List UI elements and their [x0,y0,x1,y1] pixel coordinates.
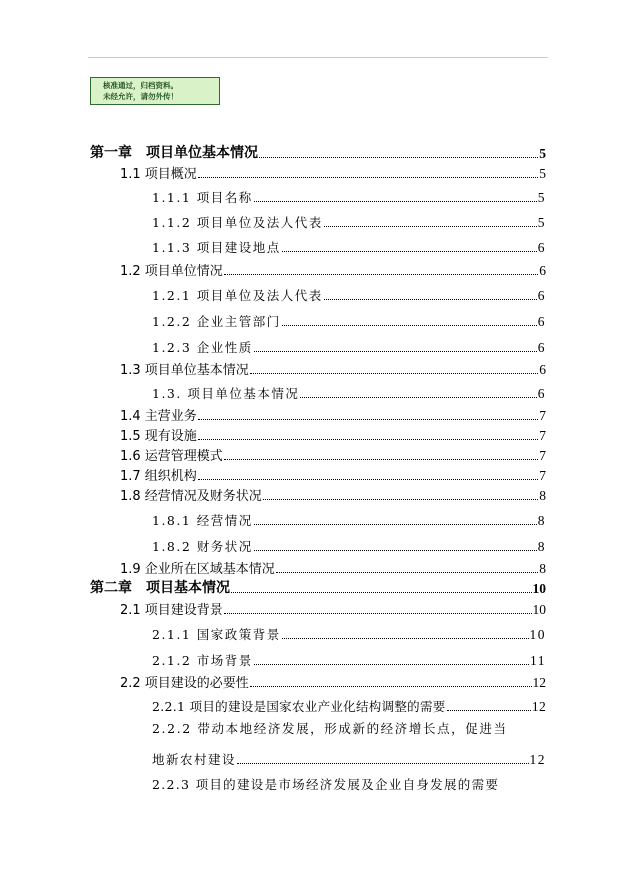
toc-page: 6 [537,240,546,255]
dot-leader [237,762,528,764]
dot-leader [224,273,538,275]
toc-entry-1-3-x[interactable] [152,382,546,402]
toc-entry-1-2-3[interactable] [152,336,546,356]
dot-leader [254,523,537,525]
toc-label: 1.7 组织机构 [120,469,197,484]
toc-page: 11 [530,653,546,668]
dot-leader [198,418,538,420]
toc-label: 1.8.2 财务状况 [152,539,253,554]
toc-label: 1.2.1 项目单位及法人代表 [152,288,323,303]
toc-page: 5 [537,215,546,230]
header-rule [88,57,548,58]
toc-entry-1-2-1[interactable] [152,284,546,304]
toc-label: 1.6 运营管理模式 [120,449,223,464]
toc-label: 第一章 项目单位基本情况 [90,145,258,161]
toc-page: 8 [539,488,546,503]
toc-page: 8 [537,513,546,528]
toc-label: 2.1.1 国家政策背景 [152,627,281,642]
toc-page: 8 [537,539,546,554]
toc-label: 1.2.2 企业主管部门 [152,314,281,329]
toc-page: 7 [539,448,546,463]
toc-entry-2-1[interactable] [120,598,546,618]
dot-leader [231,591,532,593]
dot-leader [198,176,538,178]
dot-leader [198,438,538,440]
toc-entry-1-1-2[interactable] [152,211,546,231]
dot-leader [254,350,537,352]
toc-entry-1-1[interactable] [120,162,546,182]
toc-label: 1.8.1 经营情况 [152,513,253,528]
toc-page: 6 [537,340,546,355]
toc-page: 6 [537,386,546,401]
stamp-line-1: 核准通过，归档资料。 [103,81,178,90]
dot-leader [254,200,537,202]
toc-label: 1.5 现有设施 [120,429,197,444]
toc-label: 1.4 主营业务 [120,409,197,424]
toc-entry-1-8[interactable] [120,484,546,504]
toc-page: 10 [529,627,546,642]
toc-entry-1-8-1[interactable] [152,509,546,529]
toc-label: 1.1.2 项目单位及法人代表 [152,215,323,230]
dot-leader [254,549,537,551]
toc-label: 1.2.3 企业性质 [152,340,253,355]
toc-entry-2-1-1[interactable] [152,623,546,643]
toc-entry-1-1-3[interactable] [152,236,546,256]
toc-label: 1.1.1 项目名称 [152,190,253,205]
toc-entry-2-2-2-line2[interactable] [152,748,546,768]
toc-entry-1-6[interactable] [120,444,546,464]
toc-page: 12 [531,699,546,714]
dot-leader [300,396,536,398]
dot-leader [324,225,537,227]
toc-entry-2-2-2-line1[interactable]: 2.2.2 带动本地经济发展，形成新的经济增长点，促进当 [152,721,508,736]
toc-page: 12 [529,752,546,767]
toc-label: 1.9 企业所在区域基本情况 [120,562,275,577]
dot-leader [254,663,529,665]
toc-entry-1-5[interactable] [120,424,546,444]
toc-label: 1.8 经营情况及财务状况 [120,489,262,504]
toc-entry-1-4[interactable] [120,404,546,424]
toc-page: 6 [537,288,546,303]
dot-leader [282,250,537,252]
toc-entry-1-9[interactable] [120,557,546,577]
toc-page: 12 [532,675,546,690]
toc-page: 10 [532,602,546,617]
approval-stamp [90,77,220,105]
toc-entry-chapter-2[interactable] [90,577,546,597]
toc-entry-1-2-2[interactable] [152,310,546,330]
toc-page: 5 [537,190,546,205]
toc-label: 1.1.3 项目建设地点 [152,240,281,255]
dot-leader [282,324,537,326]
toc-page: 8 [539,561,546,576]
toc-entry-1-8-2[interactable] [152,535,546,555]
toc-label: 第二章 项目基本情况 [90,580,230,596]
toc-page: 5 [539,166,546,181]
toc-label: 2.1.2 市场背景 [152,653,253,668]
dot-leader [250,685,532,687]
toc-entry-2-2-1[interactable] [152,695,546,715]
dot-leader [250,372,538,374]
toc-entry-1-2[interactable] [120,259,546,279]
dot-leader [276,571,538,573]
toc-label: 1.1 项目概况 [120,167,197,182]
dot-leader [282,637,529,639]
stamp-line-2: 未经允许，请勿外传！ [103,92,178,101]
toc-page: 6 [539,263,546,278]
toc-label: 2.1 项目建设背景 [120,603,223,618]
toc-label: 1.3. 项目单位基本情况 [152,386,300,401]
toc-page: 7 [539,428,546,443]
dot-leader [324,298,537,300]
toc-page: 6 [539,362,546,377]
toc-entry-2-1-2[interactable] [152,649,546,669]
toc-label: 地新农村建设 [152,752,237,767]
dot-leader [224,458,538,460]
dot-leader [263,498,538,500]
toc-entry-2-2-3[interactable]: 2.2.3 项目的建设是市场经济发展及企业自身发展的需要 [152,777,500,792]
toc-label: 2.2 项目建设的必要性 [120,676,249,691]
toc-page: 7 [539,468,546,483]
toc-entry-1-1-1[interactable] [152,186,546,206]
dot-leader [224,612,532,614]
toc-page: 5 [539,146,546,161]
toc-label: 1.2 项目单位情况 [120,264,223,279]
toc-entry-2-2[interactable] [120,671,546,691]
toc-label: 1.3 项目单位基本情况 [120,363,249,378]
toc-entry-1-7[interactable] [120,464,546,484]
toc-entry-chapter-1[interactable] [90,142,546,162]
dot-leader [198,478,538,480]
toc-page: 10 [532,581,546,596]
dot-leader [259,156,538,158]
dot-leader [447,709,531,711]
toc-page: 7 [539,408,546,423]
toc-label: 2.2.1 项目的建设是国家农业产业化结构调整的需要 [152,699,446,714]
toc-page: 6 [537,314,546,329]
toc-entry-1-3[interactable] [120,358,546,378]
